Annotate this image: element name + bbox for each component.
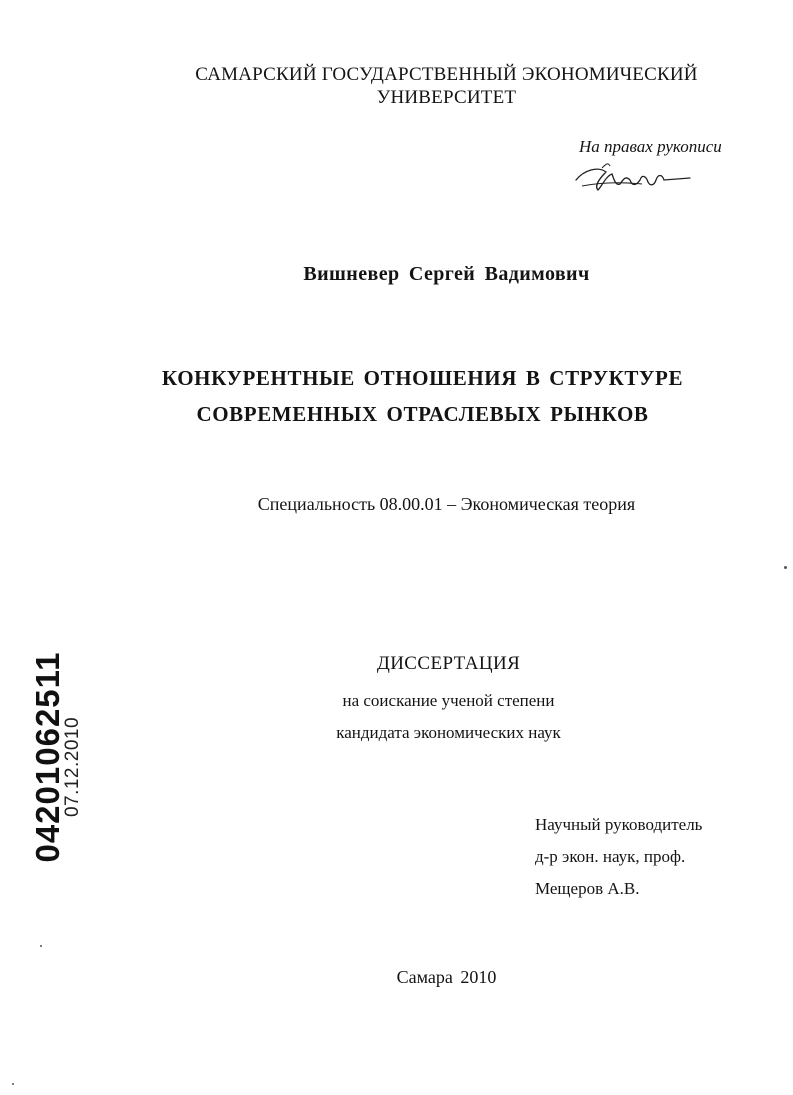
scan-speck bbox=[784, 566, 787, 569]
place-and-year: Самара 2010 bbox=[396, 967, 497, 987]
degree-line2: кандидата экономических наук bbox=[336, 723, 561, 742]
supervisor-degree: д-р экон. наук, проф. bbox=[535, 847, 686, 866]
scan-speck bbox=[40, 945, 42, 947]
supervisor-label: Научный руководитель bbox=[535, 815, 703, 834]
university-name-line2: УНИВЕРСИТЕТ bbox=[376, 87, 517, 108]
author-name: Вишневер Сергей Вадимович bbox=[303, 263, 590, 285]
university-name bbox=[50, 63, 793, 109]
supervisor-block bbox=[535, 809, 702, 905]
dissertation-heading: ДИССЕРТАЦИЯ bbox=[376, 653, 521, 674]
university-name-line1: САМАРСКИЙ ГОСУДАРСТВЕННЫЙ ЭКОНОМИЧЕСКИЙ bbox=[195, 64, 698, 85]
degree-description bbox=[52, 685, 793, 749]
dissertation-title-line1: КОНКУРЕНТНЫЕ ОТНОШЕНИЯ В СТРУКТУРЕ bbox=[161, 366, 684, 390]
degree-line1: на соискание ученой степени bbox=[342, 691, 555, 710]
dissertation-title bbox=[26, 360, 793, 432]
specialty-line: Специальность 08.00.01 – Экономическая теория bbox=[257, 494, 636, 514]
dissertation-title-line2: СОВРЕМЕННЫХ ОТРАСЛЕВЫХ РЫНКОВ bbox=[196, 402, 649, 426]
handwritten-signature bbox=[572, 156, 692, 198]
library-stamp-number: 04201062511 bbox=[29, 651, 66, 863]
supervisor-name: Мещеров А.В. bbox=[535, 879, 640, 898]
scan-speck bbox=[12, 1083, 14, 1085]
manuscript-rights-note: На правах рукописи bbox=[579, 137, 722, 156]
library-stamp-date: 07.12.2010 bbox=[62, 716, 83, 818]
